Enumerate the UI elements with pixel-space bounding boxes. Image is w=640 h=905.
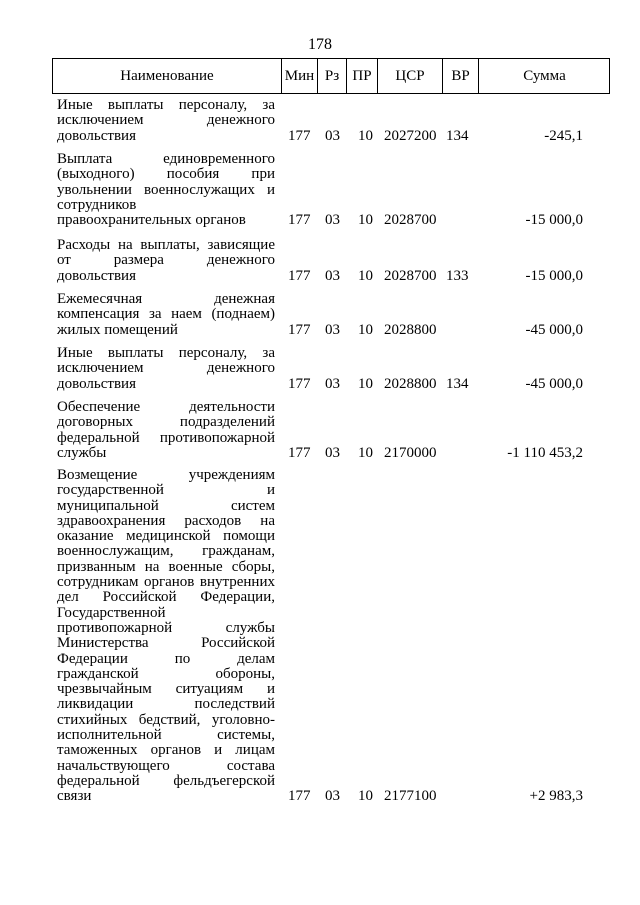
header-vr: ВР — [443, 59, 479, 93]
row-name-line: Федерации по делам — [57, 650, 275, 667]
row-name — [57, 400, 275, 461]
row-name-line: от размера денежного — [57, 252, 275, 269]
row-csr: 2177100 — [384, 788, 437, 805]
row-rz: 03 — [325, 788, 340, 805]
row-sum: -45 000,0 — [525, 321, 583, 338]
row-name-line: дел Российской Федерации, — [57, 589, 275, 606]
header-pr: ПР — [347, 59, 378, 93]
row-rz: 03 — [325, 321, 340, 338]
row-pr: 10 — [358, 212, 373, 229]
row-name-line: Иные выплаты персоналу, за — [57, 97, 275, 113]
row-name-line: Государственной — [57, 604, 166, 621]
row-name — [57, 292, 275, 338]
row-name-line: федеральной фельдъегерской — [57, 772, 275, 789]
row-name-line: начальствующего состава — [57, 757, 275, 774]
row-name-line: довольствия — [57, 267, 136, 284]
header-csr: ЦСР — [378, 59, 443, 93]
row-sum: -1 110 453,2 — [507, 444, 583, 461]
row-name-line: сотрудников — [57, 196, 137, 213]
row-name-line: довольствия — [57, 127, 136, 144]
row-name-line: довольствия — [57, 375, 136, 392]
row-sum: -15 000,0 — [525, 212, 583, 229]
row-min: 177 — [288, 444, 311, 461]
row-vr: 134 — [446, 127, 469, 144]
row-name-line: муниципальной систем — [57, 497, 275, 514]
table-header — [52, 58, 610, 94]
header-sum: Сумма — [523, 67, 566, 84]
row-name-line: Выплата единовременного — [57, 151, 275, 167]
row-name-line: Обеспечение деятельности — [57, 399, 275, 415]
row-name — [57, 468, 275, 805]
row-name-line: связи — [57, 788, 92, 805]
row-name — [57, 98, 275, 144]
header-min: Мин — [282, 59, 318, 93]
row-pr: 10 — [358, 267, 373, 284]
row-name-line: призванным на военные сборы, — [57, 558, 275, 575]
header-name: Наименование — [53, 59, 282, 93]
row-name — [57, 238, 275, 284]
row-csr: 2027200 — [384, 127, 437, 144]
row-name-line: службы — [57, 444, 107, 461]
row-name-line: противопожарной службы — [57, 619, 275, 636]
row-name-line: исключением денежного — [57, 360, 275, 377]
row-name-line: (выходного) пособия при — [57, 166, 275, 183]
row-min: 177 — [288, 788, 311, 805]
row-name-line: Ежемесячная денежная — [57, 291, 275, 307]
row-pr: 10 — [358, 375, 373, 392]
row-pr: 10 — [358, 444, 373, 461]
row-sum: -15 000,0 — [525, 267, 583, 284]
row-name-line: Возмещение учреждениям — [57, 467, 275, 483]
row-name-line: Министерства Российской — [57, 635, 275, 652]
row-rz: 03 — [325, 212, 340, 229]
row-min: 177 — [288, 375, 311, 392]
row-name-line: ликвидации последствий — [57, 696, 275, 713]
row-name-line: военнослужащим, гражданам, — [57, 543, 275, 560]
row-csr: 2028700 — [384, 212, 437, 229]
row-name-line: стихийных бедствий, уголовно- — [57, 711, 275, 728]
row-vr: 133 — [446, 267, 469, 284]
row-csr: 2028700 — [384, 267, 437, 284]
row-rz: 03 — [325, 444, 340, 461]
row-min: 177 — [288, 267, 311, 284]
row-rz: 03 — [325, 375, 340, 392]
row-name-line: чрезвычайным ситуациям и — [57, 681, 275, 698]
row-name-line: оказание медицинской помощи — [57, 528, 275, 545]
row-min: 177 — [288, 321, 311, 338]
row-pr: 10 — [358, 127, 373, 144]
row-name-line: исполнительной системы, — [57, 727, 275, 744]
row-name-line: таможенных органов и лицам — [57, 742, 275, 759]
row-name-line: федеральной противопожарной — [57, 429, 275, 446]
row-name-line: правоохранительных органов — [57, 212, 246, 229]
row-csr: 2028800 — [384, 375, 437, 392]
row-name-line: Иные выплаты персоналу, за — [57, 345, 275, 361]
row-pr: 10 — [358, 788, 373, 805]
row-name-line: исключением денежного — [57, 112, 275, 129]
row-min: 177 — [288, 212, 311, 229]
row-sum: -45 000,0 — [525, 375, 583, 392]
header-rz: Рз — [318, 59, 347, 93]
row-rz: 03 — [325, 127, 340, 144]
row-name-line: Расходы на выплаты, зависящие — [57, 237, 275, 253]
row-name-line: увольнении военнослужащих и — [57, 181, 275, 198]
row-name-line: здравоохранения расходов на — [57, 512, 275, 529]
row-name — [57, 346, 275, 392]
row-name-line: жилых помещений — [57, 321, 178, 338]
row-sum: -245,1 — [544, 127, 583, 144]
row-sum: +2 983,3 — [529, 788, 583, 805]
row-name-line: сотрудникам органов внутренних — [57, 574, 275, 591]
row-pr: 10 — [358, 321, 373, 338]
row-name-line: договорных подразделений — [57, 414, 275, 431]
row-min: 177 — [288, 127, 311, 144]
row-name-line: государственной и — [57, 482, 275, 499]
row-name-line: гражданской обороны, — [57, 665, 275, 682]
row-name — [57, 152, 275, 228]
row-rz: 03 — [325, 267, 340, 284]
row-vr: 134 — [446, 375, 469, 392]
row-csr: 2028800 — [384, 321, 437, 338]
row-name-line: компенсация за наем (поднаем) — [57, 306, 275, 323]
page-number: 178 — [308, 36, 332, 53]
row-csr: 2170000 — [384, 444, 437, 461]
